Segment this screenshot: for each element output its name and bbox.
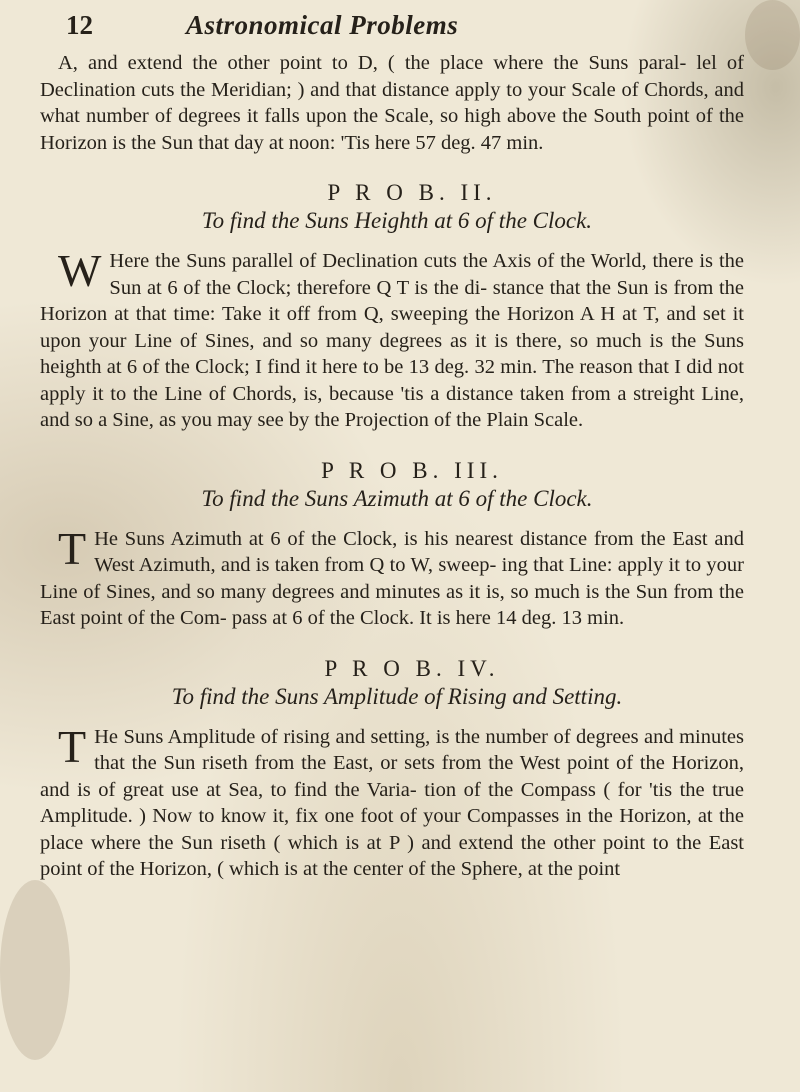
problem-body	[40, 245, 744, 434]
problem-text: He Suns Azimuth at 6 of the Clock, is his nearest distance from the East and West Azimuth, and is taken from Q to W, sweep- ing that Line: apply it to your Line of Sines, and so many degrees and minutes as it is, so much is the Sun from the East point of the Com- pass at 6 of the Clock. It is here 14 deg. 13 min.	[40, 527, 744, 629]
problem-subtitle: To find the Suns Amplitude of Rising and Setting.	[171, 683, 623, 709]
problem-heading: P R O B. IV.	[324, 655, 500, 681]
problem-body	[40, 720, 744, 883]
problem-heading: P R O B. III.	[321, 457, 503, 483]
problem-heading: P R O B. II.	[327, 180, 497, 205]
problem-subtitle: To find the Suns Azimuth at 6 of the Clock.	[201, 485, 593, 511]
running-head	[40, 10, 744, 50]
drop-cap: W	[58, 245, 102, 296]
page-number: 12	[66, 10, 93, 40]
problem-section	[40, 458, 744, 632]
page-stain	[745, 0, 800, 70]
problem-subtitle: To find the Suns Heighth at 6 of the Clock.	[201, 208, 593, 233]
problem-text: Here the Suns parallel of Declination cuts the Axis of the World, there is the Sun at 6 of the Clock; therefore Q T is the di- stance that the Sun is from the Horizon at that time: Take it off from Q, sweeping the Horizon A H at T, and set it upon your Line of Sines, and so many degrees as it is there, so much is the Suns heighth at 6 of the Clock; I find it here to be 13 deg. 32 min. The reason that I did not apply it to the Line of Chords, is, because 'tis a distance taken from a streight Line, and so a Sine, as you may see by the Projection of the Plain Scale.	[40, 250, 744, 431]
intro-paragraph: A, and extend the other point to D, ( the place where the Suns paral- lel of Declination cuts the Meridian; ) and that distance apply to your Scale of Chords, and what number of degrees it falls upon the Scale, so high above the South point of the Horizon is the Sun that day at noon: 'Tis here 57 deg. 47 min.	[40, 52, 744, 154]
running-title: Astronomical Problems	[186, 10, 459, 40]
problem-body	[40, 522, 744, 632]
problem-section	[40, 656, 744, 883]
drop-cap: T	[58, 522, 87, 574]
page-stain	[0, 880, 70, 1060]
drop-cap: T	[58, 720, 87, 772]
problem-section	[40, 180, 744, 434]
problem-text: He Suns Amplitude of rising and setting, is the number of degrees and minutes that the Sun riseth from the East, or sets from the West point of the Horizon, and is of great use at Sea, to find the Varia- tion of the Compass ( for 'tis the true Amplitude. ) Now to know it, fix one foot of your Compasses in the Horizon, at the place where the Sun riseth ( which is at P ) and extend the other point to the East point of the Horizon, ( which is at the center of the Sphere, at the point	[40, 725, 744, 880]
